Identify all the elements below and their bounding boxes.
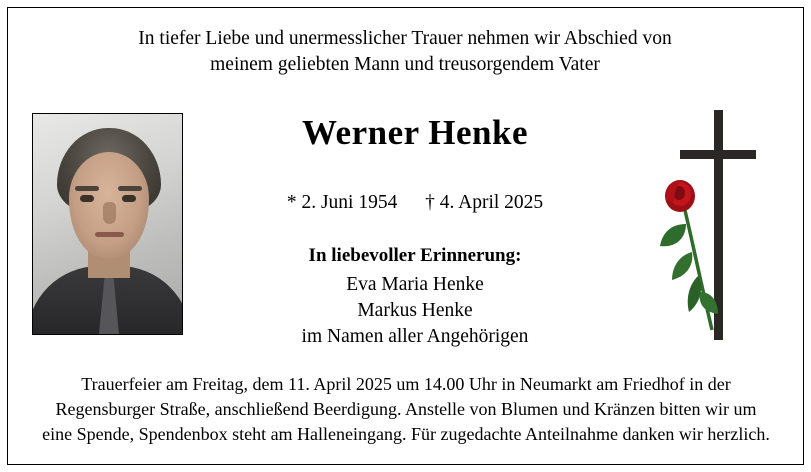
birth-date: * 2. Juni 1954 (286, 192, 398, 213)
service-details (36, 372, 776, 447)
footer-line-1: Trauerfeier am Freitag, dem 11. April 2025 um 14.00 Uhr in Neumarkt am Friedhof in der (81, 374, 731, 394)
life-dates (200, 192, 630, 214)
photo-eye-left (80, 195, 94, 202)
photo-eyebrow-right (118, 186, 142, 191)
cross-and-rose-illustration (650, 110, 780, 340)
survivors-list (200, 272, 630, 350)
photo-nose (103, 202, 116, 224)
rose-icon (656, 180, 720, 340)
survivor-2: Markus Henke (357, 300, 473, 321)
footer-line-2: Regensburger Straße, anschließend Beerdigung. Anstelle von Blumen und Kränzen bitten wir um (55, 399, 757, 419)
photo-mouth (95, 232, 124, 237)
intro-text (60, 26, 750, 78)
intro-line-2: meinem geliebten Mann und treusorgendem Vater (210, 54, 600, 75)
survivor-3: im Namen aller Angehörigen (301, 326, 529, 347)
memory-heading: In liebevoller Erinnerung: (308, 245, 522, 266)
deceased-name: Werner Henke (301, 113, 528, 152)
photo-eye-right (122, 195, 136, 202)
intro-line-1: In tiefer Liebe und unermesslicher Trauer nehmen wir Abschied von (138, 28, 672, 49)
photo-eyebrow-left (75, 186, 99, 191)
cross-crossbar (680, 150, 756, 159)
survivor-1: Eva Maria Henke (346, 274, 484, 295)
portrait-photo (32, 113, 183, 335)
death-date: † 4. April 2025 (425, 192, 544, 213)
footer-line-3: eine Spende, Spendenbox steht am Halleneingang. Für zugedachte Anteilnahme danken wir herzlich. (42, 424, 770, 444)
